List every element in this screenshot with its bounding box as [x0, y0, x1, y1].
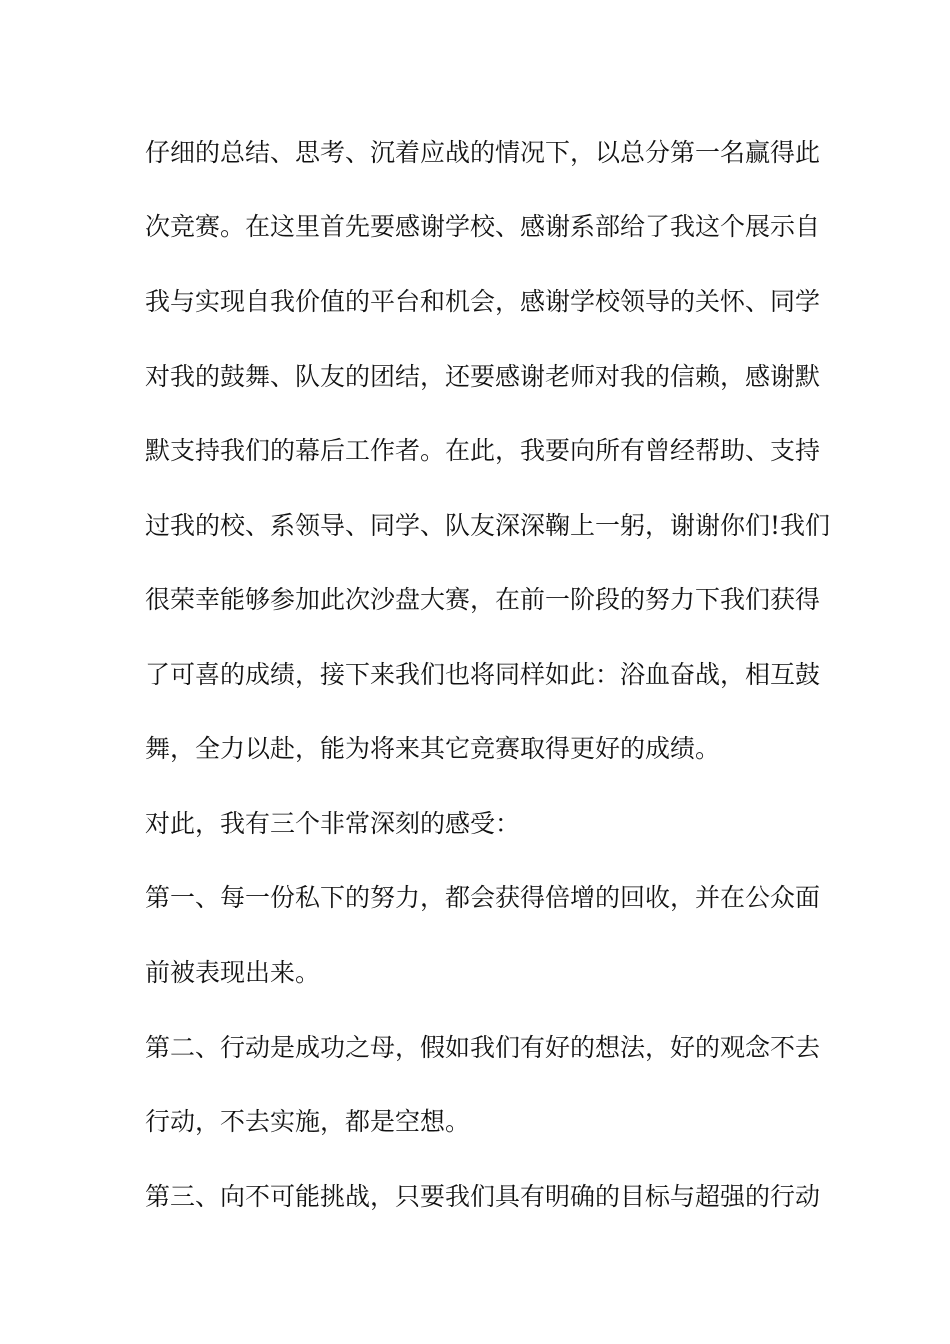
text-line: 前被表现出来。 — [145, 958, 321, 987]
text-line: 了可喜的成绩，接下来我们也将同样如此：浴血奋战，相互鼓 — [145, 660, 821, 689]
text-line: 舞，全力以赴，能为将来其它竞赛取得更好的成绩。 — [145, 734, 721, 763]
text-line: 第三、向不可能挑战，只要我们具有明确的目标与超强的行动 — [145, 1182, 821, 1211]
text-line: 对我的鼓舞、队友的团结，还要感谢老师对我的信赖，感谢默 — [145, 362, 821, 391]
text-line: 很荣幸能够参加此次沙盘大赛，在前一阶段的努力下我们获得 — [145, 585, 821, 614]
text-line: 默支持我们的幕后工作者。在此，我要向所有曾经帮助、支持 — [145, 436, 821, 465]
text-line: 对此，我有三个非常深刻的感受： — [145, 809, 521, 838]
text-line: 仔细的总结、思考、沉着应战的情况下，以总分第一名赢得此 — [145, 138, 821, 167]
text-line: 第二、行动是成功之母，假如我们有好的想法，好的观念不去 — [145, 1033, 821, 1062]
text-line: 第一、每一份私下的努力，都会获得倍增的回收，并在公众面 — [145, 883, 821, 912]
text-line: 我与实现自我价值的平台和机会，感谢学校领导的关怀、同学 — [145, 287, 821, 316]
text-line: 行动，不去实施，都是空想。 — [145, 1107, 471, 1136]
text-line: 次竞赛。在这里首先要感谢学校、感谢系部给了我这个展示自 — [145, 212, 821, 241]
text-line: 过我的校、系领导、同学、队友深深鞠上一躬，谢谢你们!我们 — [145, 511, 831, 540]
